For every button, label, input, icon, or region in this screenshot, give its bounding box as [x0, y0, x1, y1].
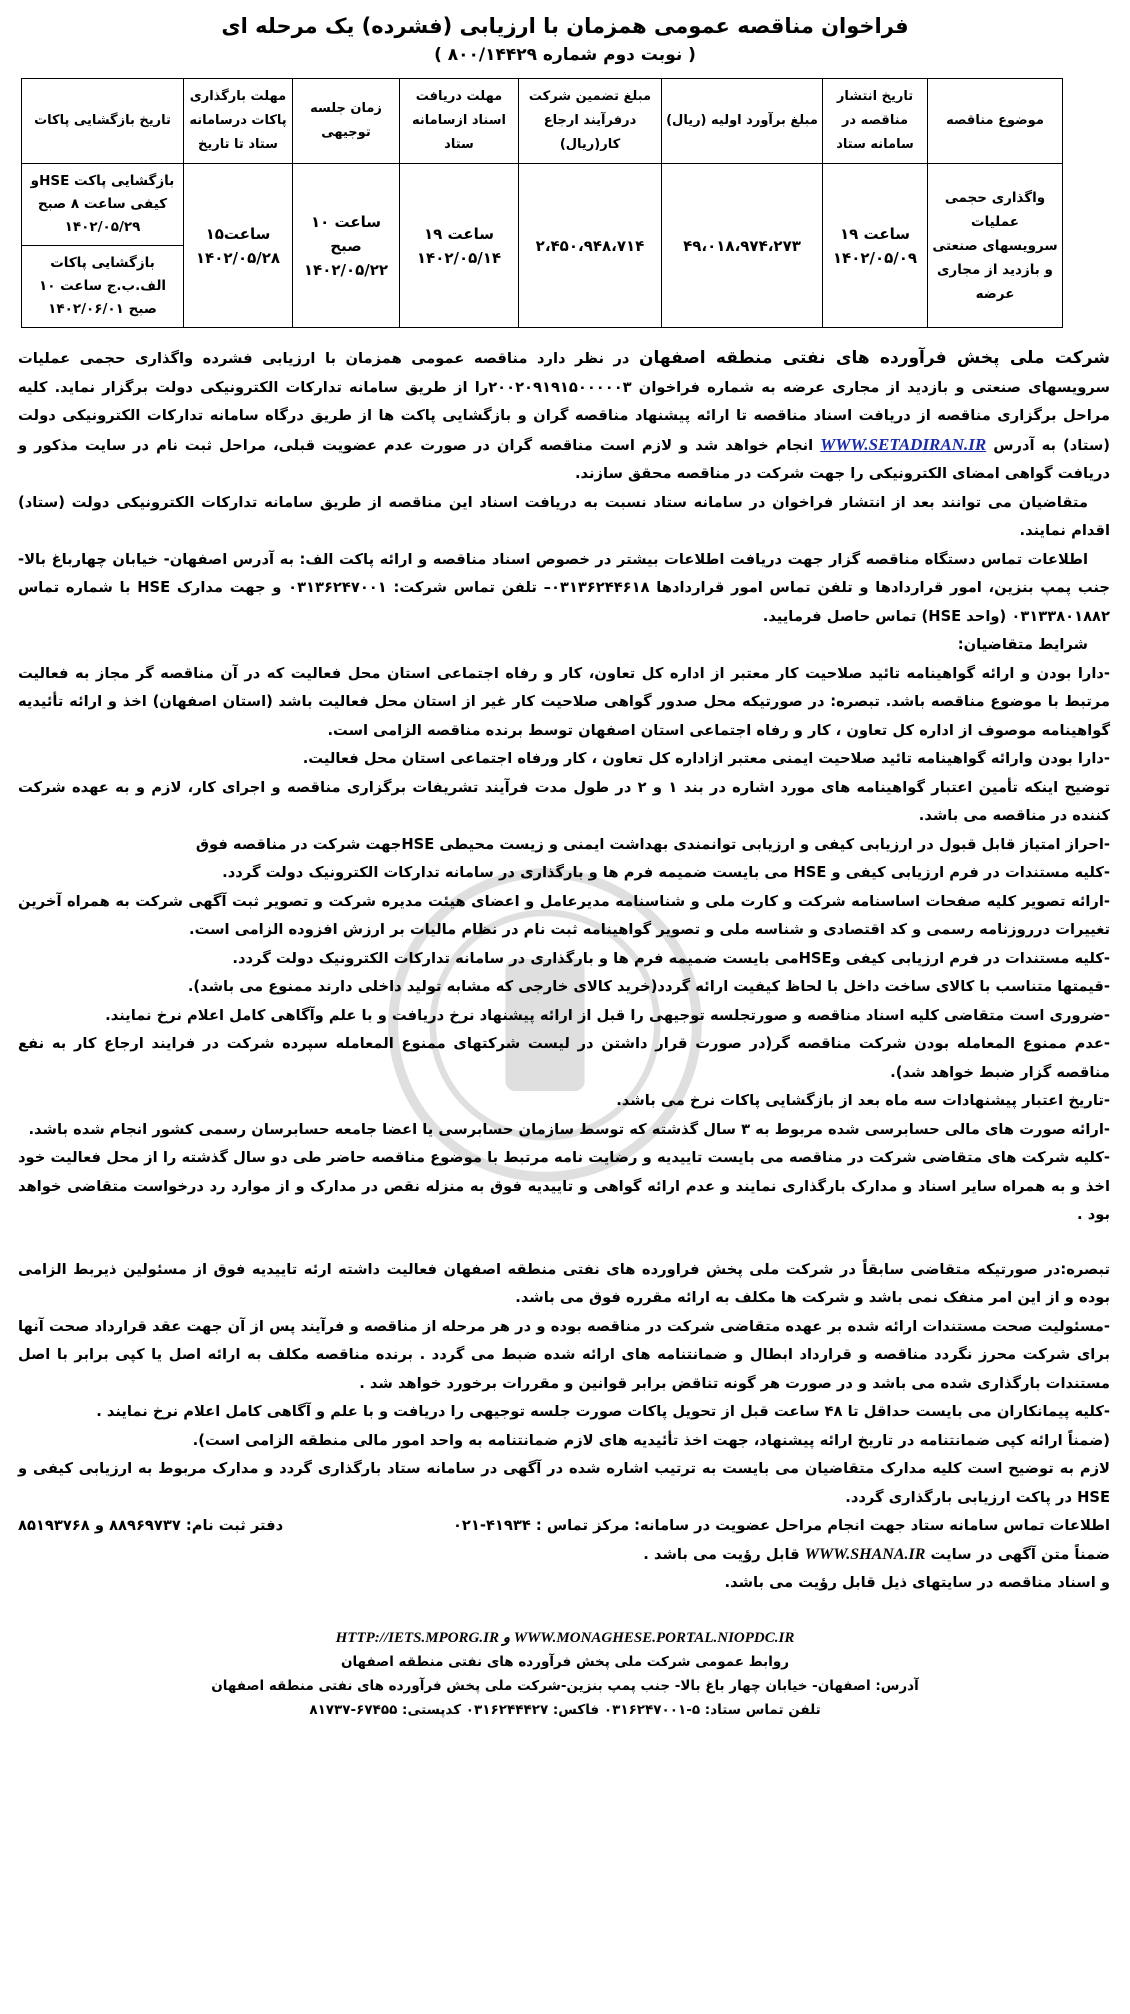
- notice-subtitle: ( نوبت دوم شماره ۸۰۰/۱۴۴۲۹ ): [434, 45, 696, 65]
- cell-guarantee: ۲،۴۵۰،۹۴۸،۷۱۴: [519, 164, 662, 328]
- tender-table: [21, 78, 1063, 328]
- contact-office: دفتر ثبت نام: ۸۸۹۶۹۷۳۷ و ۸۵۱۹۳۷۶۸: [18, 1517, 284, 1534]
- shana-text-b: قابل رؤیت می باشد .: [643, 1545, 800, 1563]
- documents-sites-line: و اسناد مناقصه در سایتهای ذیل قابل رؤیت می باشد.: [724, 1574, 1110, 1591]
- opening-hse: بازگشایی پاکت HSEو کیفی ساعت ۸ صبح ۱۴۰۲/۰۵/۲۹: [30, 173, 175, 235]
- header-docs-deadline: مهلت دریافت اسناد ازسامانه ستاد: [400, 79, 519, 164]
- header-publish-date: تاریخ انتشار مناقصه در سامانه ستاد: [823, 79, 928, 164]
- footer-public-relations: روابط عمومی شرکت ملی پخش فرآورده های نفتی منطقه اصفهان: [340, 1653, 790, 1670]
- footer-address: آدرس: اصفهان- خیابان چهار باغ بالا- جنب پمپ بنزین-شرکت ملی پخش فرآورده های نفتی منطقه اصفهان: [211, 1677, 919, 1694]
- header-estimate: مبلغ برآورد اولیه (ریال): [662, 79, 823, 164]
- condition-item: -دارا بودن و ارائه گواهینامه تائید صلاحیت کار معتبر از اداره کل تعاون، کار و رفاه اجتماعی استان محل فعالیت که در آن مناقصه گر مجاز به فعالیت مرتبط با موضوع مناقصه باشد. تبصره: در صورتیکه محل صدور گواهی صلاحیت کار غیر از استان محل فعالیت باشد (استان اصفهان) اخذ و ارائه تأئیدیه گواهینامه موصوف از اداره کل تعاون ، کار و رفاه اجتماعی استان اصفهان توسط برنده مناقصه الزامی است.: [18, 664, 1110, 739]
- paragraph-contact: اطلاعات تماس دستگاه مناقصه گزار جهت دریافت اطلاعات بیشتر در خصوص اسناد مناقصه و ارائه پاکت الف: به آدرس اصفهان- خیابان چهارباغ بالا- جنب پمپ بنزین، امور قراردادها و تلفن تماس امور قراردادها ۰۳۱۳۶۲۴۴۶۱۸– تلفن تماس شرکت: ۰۳۱۳۶۲۴۷۰۰۱ و جهت مدارک HSE با شماره تماس ۰۳۱۳۳۸۰۱۸۸۲ (واحد HSE) تماس حاصل فرمایید.: [18, 550, 1110, 625]
- paragraph-intro: [18, 344, 1110, 489]
- conditions-list: [18, 660, 1110, 1230]
- notice-title: فراخوان مناقصه عمومی همزمان با ارزیابی (فشرده) یک مرحله ای: [221, 14, 909, 38]
- intro-text-b: انجام خواهد شد و لازم است مناقصه گران در صورت عدم عضویت قبلی، مراحل ثبت نام در سایت مذکور و دریافت گواهی امضای الکترونیکی را جهت شرکت در مناقصه محقق سازند.: [18, 436, 1110, 482]
- footer-phones: تلفن تماس ستاد: ۵-۰۳۱۶۲۴۷۰۰۱ فاکس: ۰۳۱۶۲۴۴۴۲۷ کدپستی: ۶۷۴۵۵-۸۱۷۳۷: [309, 1701, 821, 1718]
- condition-item: توضیح اینکه تأمین اعتبار گواهینامه های مورد اشاره در بند ۱ و ۲ در طول مدت فرآیند تشریفات برگزاری مناقصه و اجرای کار، لازم و به عهده شرکت کننده در مناقصه می باشد.: [18, 778, 1110, 824]
- cell-briefing: ساعت ۱۰ صبح ۱۴۰۲/۰۵/۲۲: [293, 164, 400, 328]
- shana-link[interactable]: WWW.SHANA.IR: [804, 1545, 926, 1563]
- setad-contact-row: [18, 1512, 1110, 1541]
- note-contractors: -کلیه پیمانکاران می بایست حداقل تا ۴۸ ساعت قبل از تحویل پاکات صورت جلسه توجیهی را دریافت و با علم و آگاهی کامل اعلام نرخ نمایند .: [96, 1403, 1110, 1420]
- note-responsibility: -مسئولیت صحت مستندات ارائه شده بر عهده متقاضی شرکت در مناقصه بوده و در هر مرحله از مناقصه و فرآیند پس از آن جهت عقد قرارداد صحت آنها برای شرکت محرز نگردد مناقصه و قرارداد ابطال و ضمانتنامه های ارائه شده ضبط می گردد . برنده مناقصه مکلف به ارائه اصل یا کپی برابر با اصل مستندات بارگذاری شده می باشد و در صورت هر گونه تناقض برابر قوانین و مقررات برخورد خواهد شد .: [18, 1317, 1110, 1392]
- setad-link[interactable]: WWW.SETADIRAN.IR: [820, 434, 987, 454]
- cell-upload-deadline: ساعت۱۵ ۱۴۰۲/۰۵/۲۸: [184, 164, 293, 328]
- condition-item: -عدم ممنوع المعامله بودن شرکت مناقصه گر(در صورت قرار داشتن در لیست شرکتهای ممنوع المعامله سپرده شرکت در فرایند ارجاع کار به نفع مناقصه گزار ضبط خواهد شد).: [18, 1035, 1110, 1081]
- header-briefing: زمان جلسه توجیهی: [293, 79, 400, 164]
- cell-opening: [22, 164, 184, 328]
- table-row: [22, 164, 1063, 328]
- condition-item: -تاریخ اعتبار پیشنهادات سه ماه بعد از بازگشایی پاکات نرخ می باشد.: [616, 1092, 1110, 1109]
- intro-text-a: در نظر دارد مناقصه عمومی همزمان با ارزیابی فشرده واگذاری حجمی عملیات سرویسهای صنعتی و بازدید از مجاری عرضه به شماره فراخوان ۲۰۰۲۰۹۱۹۱۵۰۰۰۰۰۳را از طریق سامانه تدارکات الکترونیکی دولت برگزار نماید. کلیه مراحل برگزاری مناقصه از دریافت اسناد مناقصه تا ارائه پیشنهاد مناقصه گران و بازگشایی پاکت ها از طریق درگاه سامانه تدارکات الکترونیکی دولت (ستاد) به آدرس: [18, 350, 1110, 454]
- note-upload-order: لازم به توضیح است کلیه مدارک متقاضیان می بایست به ترتیب اشاره شده در آگهی در سامانه ستاد بارگذاری گردد و مدارک مربوط به ارزیابی کیفی و HSE در پاکت ارزیابی بارگذاری گردد.: [18, 1460, 1110, 1506]
- footer-urls[interactable]: WWW.MONAGHESE.PORTAL.NIOPDC.IR و HTTP://IETS.MPORG.IR: [335, 1629, 795, 1646]
- condition-item: -ضروری است متقاضی کلیه اسناد مناقصه و صورتجلسه توجیهی را قبل از ارائه پیشنهاد نرخ دریافت و با علم وآگاهی کامل اعلام نرخ نمایند.: [105, 1006, 1110, 1024]
- header-guarantee: مبلغ تضمین شرکت درفرآیند ارجاع کار(ریال): [519, 79, 662, 164]
- cell-docs-deadline: ساعت ۱۹ ۱۴۰۲/۰۵/۱۴: [400, 164, 519, 328]
- condition-item: -کلیه مستندات در فرم ارزیابی کیفی و HSE می بایست ضمیمه فرم ها و بارگذاری در سامانه تدارکات الکترونیک دولت گردد.: [222, 864, 1110, 881]
- paragraph-documents: متقاضیان می توانند بعد از انتشار فراخوان در سامانه ستاد نسبت به دریافت اسناد این مناقصه از طریق سامانه تدارکات الکترونیکی دولت (ستاد) اقدام نمایند.: [18, 493, 1110, 539]
- cell-estimate: ۴۹،۰۱۸،۹۷۴،۲۷۳: [662, 164, 823, 328]
- table-header-row: [22, 79, 1063, 164]
- notice-body: [0, 344, 1130, 1598]
- condition-item: -قیمتها متناسب با کالای ساخت داخل با لحاظ کیفیت ارائه گردد(خرید کالای خارجی که مشابه تولید داخلی دارند ممنوع می باشد).: [187, 978, 1110, 995]
- company-name: شرکت ملی پخش فرآورده های نفتی منطقه اصفهان: [639, 348, 1111, 368]
- conditions-title: شرایط متقاضیان:: [957, 636, 1088, 653]
- header-opening: تاریخ بازگشایی پاکات: [22, 79, 184, 164]
- condition-item: -ارائه صورت های مالی حسابرسی شده مربوط به ۳ سال گذشته که توسط سازمان حسابرسی یا اعضا جامعه حسابرسان رسمی کشور انجام شده باشد.: [28, 1120, 1110, 1138]
- shana-text-a: ضمناً متن آگهی در سایت: [930, 1545, 1110, 1563]
- condition-item: -ارائه تصویر کلیه صفحات اساسنامه شرکت و کارت ملی و شناسنامه مدیرعامل و اعضای هیئت مدیره شرکت و تصویر ثبت آگهی شرکت به همراه آخرین تغییرات درروزنامه رسمی و کد اقتصادی و شناسه ملی و تصویر گواهینامه ثبت نام در نظام مالیات بر ارزش افزوده الزامی است.: [18, 892, 1110, 938]
- header-subject: موضوع مناقصه: [928, 79, 1063, 164]
- condition-item: -احراز امتیاز قابل قبول در ارزیابی کیفی و ارزیابی توانمندی بهداشت ایمنی و زیست محیطی HSEجهت شرکت در مناقصه فوق: [195, 835, 1110, 853]
- footer: [0, 1626, 1130, 1722]
- condition-item: -کلیه مستندات در فرم ارزیابی کیفی وHSEمی بایست ضمیمه فرم ها و بارگذاری در سامانه تدارکات الکترونیک دولت گردد.: [232, 949, 1110, 967]
- shana-line: [18, 1541, 1110, 1570]
- condition-item: -کلیه شرکت های متقاضی شرکت در مناقصه می بایست تاییدیه و رضایت نامه مرتبط با موضوع مناقصه حاضر طی دو سال گذشته را از محل فعالیت خود اخذ و به همراه سایر اسناد و مدارک بارگذاری نمایند و عدم ارائه گواهی و تاییدیه فوق به منزله نقص در مدارک و از موارد رد درخواست متقاضی خواهد بود .: [18, 1149, 1110, 1223]
- header-upload-deadline: مهلت بارگذاری پاکات درسامانه ستاد تا تاریخ: [184, 79, 293, 164]
- contact-center: اطلاعات تماس سامانه ستاد جهت انجام مراحل عضویت در سامانه: مرکز تماس : ۴۱۹۳۴-۰۲۱: [452, 1517, 1110, 1534]
- condition-item: -دارا بودن وارائه گواهینامه تائید صلاحیت ایمنی معتبر ازاداره کل تعاون ، کار ورفاه اجتماعی استان محل فعالیت.: [302, 750, 1110, 767]
- cell-publish-date: ساعت ۱۹ ۱۴۰۲/۰۵/۰۹: [823, 164, 928, 328]
- note-previous-activity: تبصره:در صورتیکه متقاضی سابقاً در شرکت ملی پخش فراورده های نفتی منطقه اصفهان فعالیت داشته ارئه تاییدیه فوق از مسئولین ذیربط الزامی بوده و از این امر منفک نمی باشد و شرکت ها مکلف به ارائه مقرره فوق می باشد.: [18, 1260, 1110, 1306]
- opening-abc: بازگشایی پاکات الف.ب.ج ساعت ۱۰ صبح ۱۴۰۲/۰۶/۰۱: [22, 245, 183, 327]
- note-guarantee-copy: (ضمناً ارائه کپی ضمانتنامه در تاریخ ارائه پیشنهاد، جهت اخذ تأئیدیه های لازم ضمانتنامه به واحد امور مالی منطقه الزامی است).: [192, 1431, 1110, 1449]
- cell-subject: واگذاری حجمی عملیات سرویسهای صنعتی و بازدید از مجاری عرضه: [928, 164, 1063, 328]
